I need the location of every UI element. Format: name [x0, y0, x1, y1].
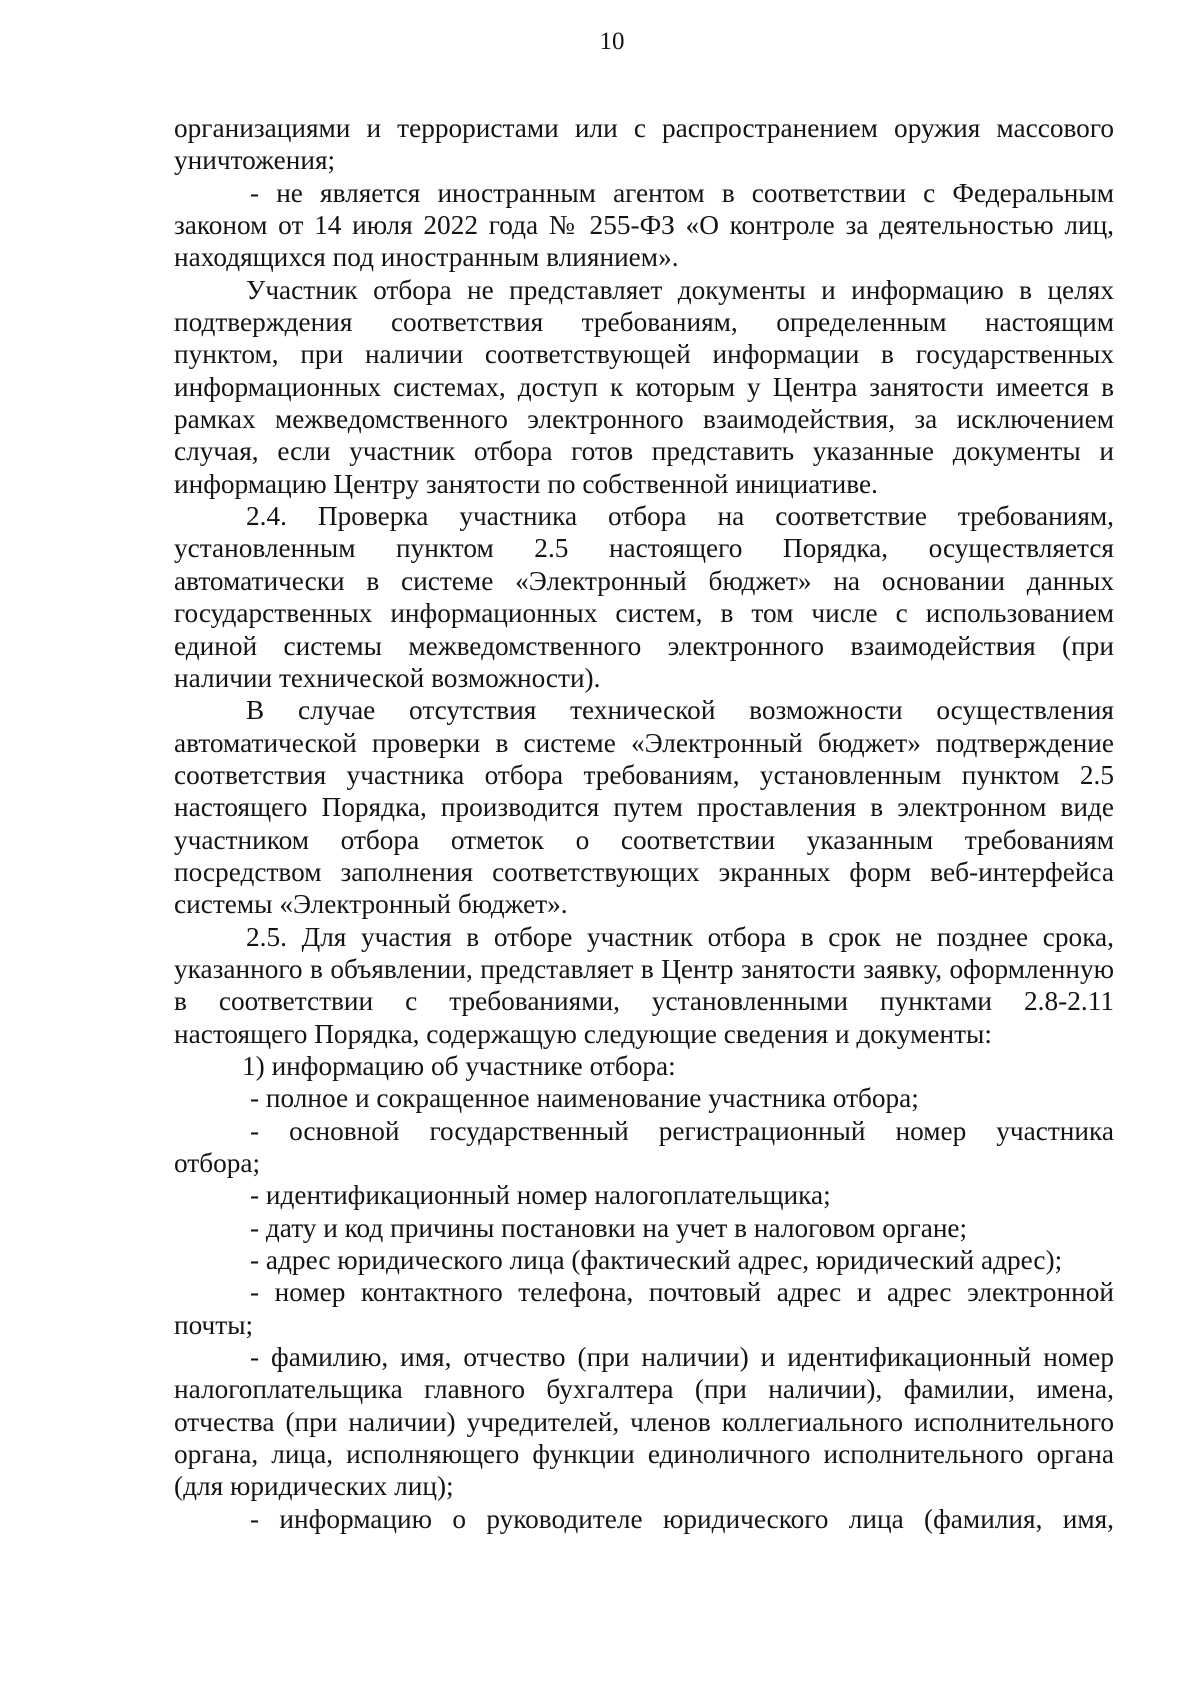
text-line: почты;	[174, 1309, 254, 1340]
page-number: 10	[599, 28, 625, 55]
text-line: системы «Электронный бюджет».	[174, 889, 568, 920]
text-line: - не является иностранным агентом в соответствии с Федеральным	[250, 177, 1114, 208]
text-line: - полное и сокращенное наименование участника отбора;	[250, 1083, 919, 1114]
text-line: автоматически в системе «Электронный бюджет» на основании данных	[174, 565, 1114, 596]
text-line: настоящего Порядка, производится путем проставления в электронном виде	[174, 792, 1114, 823]
text-line: соответствия участника отбора требованиям, установленным пунктом 2.5	[174, 759, 1114, 790]
text-line: установленным пунктом 2.5 настоящего Порядка, осуществляется	[174, 533, 1114, 564]
text-line: находящихся под иностранным влиянием».	[174, 242, 679, 273]
text-line: отбора;	[174, 1148, 261, 1178]
text-line: участником отбора отметок о соответствии указанным требованиям	[174, 824, 1114, 855]
text-line: пунктом, при наличии соответствующей информации в государственных	[174, 339, 1114, 370]
text-line: настоящего Порядка, содержащую следующие сведения и документы:	[174, 1018, 992, 1049]
text-line: уничтожения;	[174, 145, 336, 176]
text-line: 1) информацию об участнике отбора:	[242, 1050, 676, 1081]
text-line: единой системы межведомственного электронного взаимодействия (при	[174, 630, 1114, 661]
text-line: - фамилию, имя, отчество (при наличии) и идентификационный номер	[250, 1342, 1114, 1373]
text-line: (для юридических лиц);	[174, 1471, 454, 1502]
text-line: - основной государственный регистрационный номер участника	[250, 1115, 1114, 1146]
text-line: посредством заполнения соответствующих экранных форм веб-интерфейса	[174, 856, 1114, 887]
text-line: законом от 14 июля 2022 года № 255-ФЗ «О контроле за деятельностью лиц,	[174, 210, 1114, 241]
text-line: рамках межведомственного электронного взаимодействия, за исключением	[174, 404, 1114, 435]
text-line: В случае отсутствия технической возможности осуществления	[246, 695, 1114, 726]
text-line: - номер контактного телефона, почтовый адрес и адрес электронной	[250, 1277, 1114, 1308]
document-body	[174, 112, 1114, 1535]
text-line: государственных информационных систем, в том числе с использованием	[174, 598, 1114, 629]
text-line: налогоплательщика главного бухгалтера (при наличии), фамилии, имена,	[174, 1374, 1114, 1405]
text-line: 2.4. Проверка участника отбора на соответствие требованиям,	[246, 501, 1114, 532]
text-line: - информацию о руководителе юридического лица (фамилия, имя,	[250, 1503, 1114, 1534]
text-line: информационных системах, доступ к которым у Центра занятости имеется в	[174, 371, 1114, 402]
text-line: наличии технической возможности).	[174, 662, 601, 693]
text-line: информацию Центру занятости по собственной инициативе.	[174, 468, 878, 499]
text-line: Участник отбора не представляет документы и информацию в целях	[246, 274, 1114, 305]
text-line: 2.5. Для участия в отборе участник отбора в срок не позднее срока,	[246, 921, 1114, 952]
text-line: отчества (при наличии) учредителей, членов коллегиального исполнительного	[174, 1406, 1114, 1437]
text-line: автоматической проверки в системе «Электронный бюджет» подтверждение	[174, 727, 1114, 758]
text-line: - идентификационный номер налогоплательщика;	[250, 1180, 831, 1211]
text-line: организациями и террористами или с распространением оружия массового	[174, 113, 1114, 143]
text-line: - адрес юридического лица (фактический адрес, юридический адрес);	[250, 1245, 1063, 1276]
text-line: указанного в объявлении, представляет в Центр занятости заявку, оформленную	[174, 953, 1114, 984]
text-line: в соответствии с требованиями, установленными пунктами 2.8-2.11	[174, 986, 1114, 1017]
text-line: случая, если участник отбора готов представить указанные документы и	[174, 436, 1114, 467]
text-line: - дату и код причины постановки на учет в налоговом органе;	[250, 1212, 968, 1243]
text-line: подтверждения соответствия требованиям, определенным настоящим	[174, 307, 1114, 338]
text-line: органа, лица, исполняющего функции единоличного исполнительного органа	[174, 1439, 1114, 1470]
